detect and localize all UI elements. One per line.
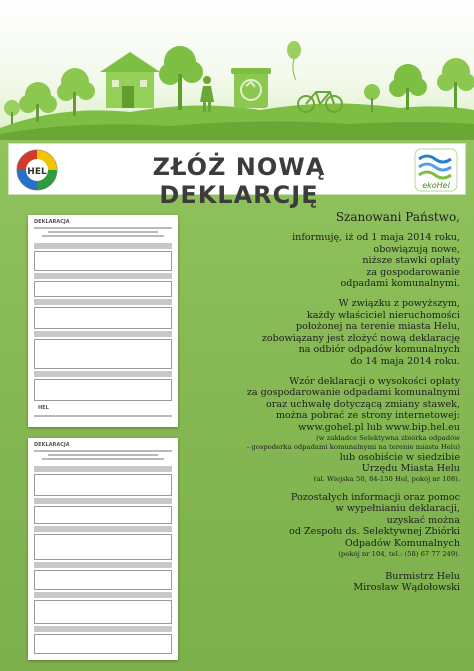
text-line: położonej na terenie miasta Helu, <box>295 321 460 333</box>
form-heading: DEKLARACJA <box>34 219 70 225</box>
text-line: informuję, iż od 1 maja 2014 roku, <box>292 232 460 243</box>
text-line: niższe stawki opłaty <box>362 255 460 267</box>
text-line: Pozostałych informacji oraz pomoc <box>290 491 460 503</box>
tree-icon <box>389 64 427 110</box>
house-icon <box>100 52 160 108</box>
recycling-bin-icon <box>231 68 271 108</box>
ekohel-logo-text: ekoHel <box>422 181 450 190</box>
paragraph-download <box>190 376 460 484</box>
page-title: ZŁÓŻ NOWĄ DEKLARCJĘ <box>152 153 326 209</box>
office-address: (ul. Wiejska 50, 84-150 Hel, pokój nr 108). <box>313 474 460 483</box>
balloon-icon <box>287 41 301 80</box>
hel-logo-icon <box>15 148 59 192</box>
eco-landscape-illustration <box>0 0 474 140</box>
text-line: Wzór deklaracji o wysokości opłaty <box>289 375 460 387</box>
hel-logo-text: HEL <box>27 167 47 177</box>
title-banner <box>8 143 466 209</box>
text-line: każdy właściciel nieruchomości <box>306 309 460 321</box>
text-line-small: - gospoderka odpadami komunalnymi na terenie miasta Helu) <box>246 442 460 451</box>
text-line: lub osobiście w siedzibie <box>339 451 460 463</box>
announcement-text <box>190 210 460 602</box>
paragraph-help <box>190 492 460 559</box>
form-heading: DEKLARACJA <box>34 442 70 448</box>
signature-title: Burmistrz Helu <box>385 570 460 582</box>
text-line: Urzędu Miasta Helu <box>361 463 460 475</box>
contact-info: (pokój nr 104, tel.: (58) 67 77 249). <box>338 549 460 558</box>
signature-name: Mirosław Wądołowski <box>353 582 460 594</box>
tree-icon <box>57 68 95 116</box>
text-line: obowiązują nowe, <box>373 243 460 255</box>
text-line: można pobrać ze strony internetowej: <box>275 410 460 422</box>
text-line: Odpadów Komunalnych <box>344 538 460 550</box>
text-line: uzyskać można <box>386 514 460 526</box>
text-line: odpadami komunalnymi. <box>340 278 460 290</box>
text-line-small: (w zakładce Selektywna zbiórka odpadów <box>316 433 460 442</box>
paragraph-rates <box>190 232 460 290</box>
signature <box>190 571 460 594</box>
ekohel-logo-icon <box>413 147 459 193</box>
tree-icon <box>159 46 203 110</box>
declaration-form-thumbnail <box>28 215 178 427</box>
text-line: zobowiązany jest złożyć nową deklarację <box>261 332 460 344</box>
text-line: w wypełnianiu deklaracji, <box>335 503 460 515</box>
text-line: za gospodarowanie odpadami komunalnymi <box>246 387 460 399</box>
text-line: za gospodarowanie <box>366 266 460 278</box>
text-line: do 14 maja 2014 roku. <box>350 355 460 367</box>
declaration-form-thumbnail <box>28 438 178 660</box>
text-line: od Zespołu ds. Selektywnej Zbiórki <box>289 526 460 538</box>
text-line: W związku z powyższym, <box>338 297 460 309</box>
text-line: na odbiór odpadów komunalnych <box>298 344 460 356</box>
form-footer-text: HEL <box>38 405 49 411</box>
website-links: www.gohel.pl lub www.bip.hel.eu <box>298 421 460 433</box>
tree-icon <box>437 58 474 108</box>
paragraph-obligation <box>190 298 460 368</box>
greeting: Szanowani Państwo, <box>335 210 460 224</box>
text-line: oraz uchwałę dotyczącą zmiany stawek, <box>265 398 460 410</box>
